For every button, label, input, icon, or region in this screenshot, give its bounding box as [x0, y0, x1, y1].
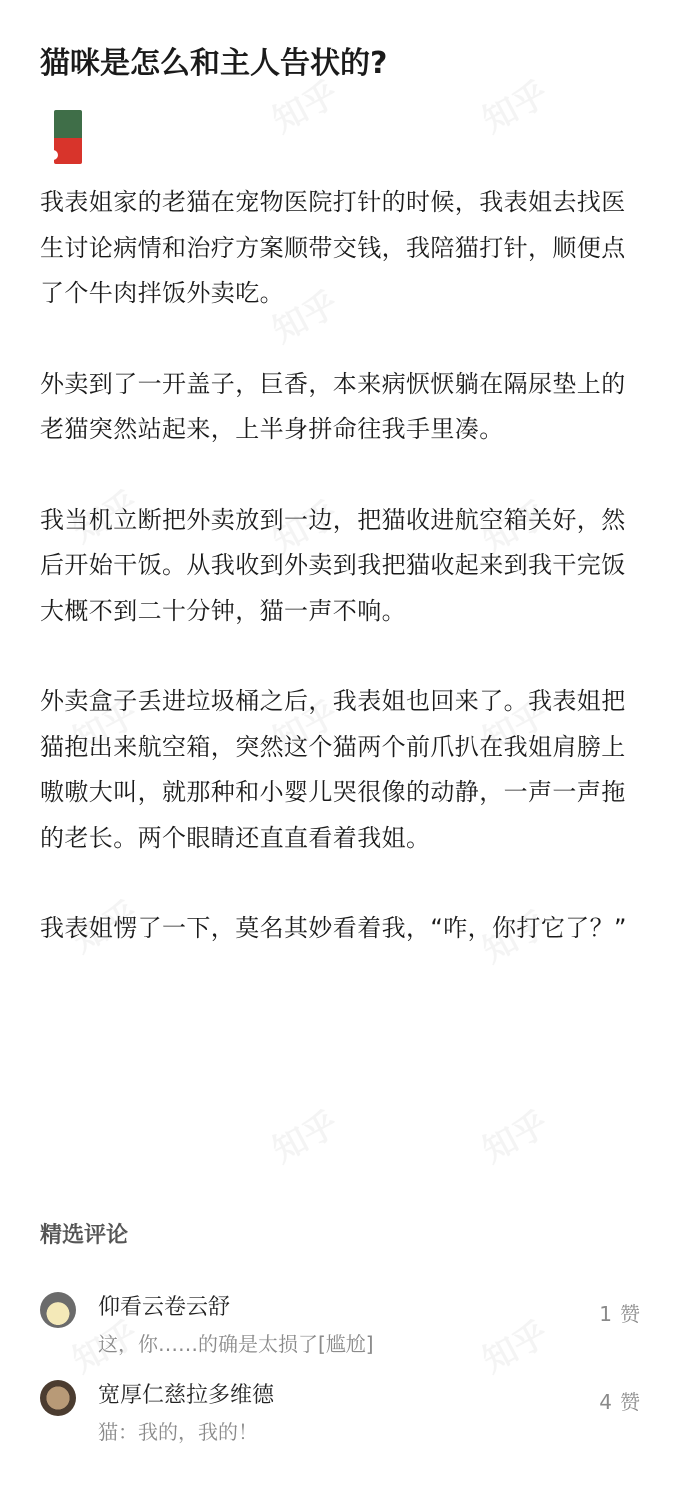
like-count: 1: [599, 1302, 612, 1326]
avatar-bottom-block: [54, 138, 82, 164]
author-avatar[interactable]: [54, 110, 82, 164]
comment-item: [40, 1380, 640, 1460]
answer-paragraph: 我表姐愣了一下，莫名其妙看着我，“咋，你打它了？”: [40, 914, 627, 942]
commenter-name[interactable]: 宽厚仁慈拉多维德: [98, 1383, 275, 1408]
answer-body: [40, 180, 640, 997]
answer-paragraph: 我当机立断把外卖放到一边，把猫收进航空箱关好，然后开始干饭。从我收到外卖到我把猫收起来到我干完饭大概不到二十分钟，猫一声不响。: [40, 505, 626, 625]
like-button[interactable]: [599, 1386, 640, 1415]
like-count: 4: [599, 1390, 612, 1414]
commenter-avatar[interactable]: [40, 1380, 76, 1416]
answer-paragraph: 我表姐家的老猫在宠物医院打针的时候，我表姐去找医生讨论病情和治疗方案顺带交钱，我陪猫打针，顺便点了个牛肉拌饭外卖吃。: [40, 188, 626, 307]
watermark: [472, 1097, 555, 1172]
question-title[interactable]: 猫咪是怎么和主人告状的?: [40, 46, 388, 81]
comment-item: [40, 1292, 640, 1372]
commenter-name[interactable]: 仰看云卷云舒: [98, 1295, 231, 1320]
like-label: 赞: [620, 1302, 640, 1326]
answer-paragraph: 外卖盒子丢进垃圾桶之后，我表姐也回来了。我表姐把猫抱出来航空箱，突然这个猫两个前爪扒在我姐肩膀上嗷嗷大叫，就那种和小婴儿哭很像的动静，一声一声拖的老长。两个眼睛还直直看着我姐。: [40, 687, 626, 852]
comment-text: 这，你……的确是太损了[尴尬]: [98, 1332, 374, 1356]
avatar-top-block: [54, 110, 82, 138]
featured-comments-header: 精选评论: [40, 1223, 129, 1248]
like-label: 赞: [620, 1390, 640, 1414]
watermark: [262, 1097, 345, 1172]
comment-text: 猫：我的，我的！: [98, 1420, 258, 1444]
commenter-avatar[interactable]: [40, 1292, 76, 1328]
answer-paragraph: 外卖到了一开盖子，巨香，本来病恹恹躺在隔尿垫上的老猫突然站起来，上半身拼命往我手里凑。: [40, 369, 626, 443]
like-button[interactable]: [599, 1298, 640, 1327]
